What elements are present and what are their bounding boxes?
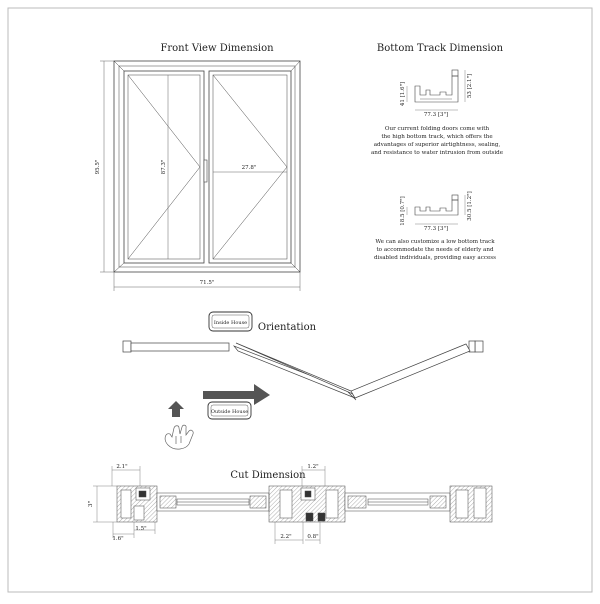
cut-side-left-label: 3"	[88, 500, 94, 508]
front-width-label: 71.5"	[199, 280, 215, 286]
svg-text:to accommodate the needs of el: to accommodate the needs of elderly and	[376, 247, 494, 253]
high-track-note	[371, 126, 504, 156]
svg-text:Our current folding doors come: Our current folding doors come with	[384, 126, 490, 132]
front-height-label: 95.5"	[95, 159, 101, 175]
svg-text:the high bottom track, which o: the high bottom track, which offers the	[381, 134, 493, 140]
direction-arrow-up	[168, 401, 184, 417]
cut-top-left-label: 2.1"	[116, 464, 128, 470]
cut-bottom-mid-b-label: 0.8"	[307, 534, 319, 540]
bottom-track-title: Bottom Track Dimension	[376, 43, 504, 54]
low-track-width: 77.3 [3"]	[423, 226, 449, 232]
low-track-profile	[415, 195, 458, 215]
cut-dimension-title: Cut Dimension	[230, 470, 306, 481]
cut-bottom-left-a-label: 1.6"	[112, 536, 124, 542]
low-track-right-height: 30.5 [1.2"]	[467, 191, 473, 221]
low-track-left-height: 18.5 [0.7"]	[400, 196, 406, 226]
front-view-door	[114, 61, 300, 272]
outside-house-box	[208, 402, 251, 419]
orientation-title: Orientation	[257, 322, 317, 333]
inside-house-box	[209, 312, 252, 331]
door-handle	[204, 160, 207, 182]
inside-house-label: Inside House	[213, 320, 248, 326]
hand-push-icon	[165, 425, 193, 449]
cut-bottom-mid-a-label: 2.2"	[280, 534, 292, 540]
low-track-note	[374, 239, 496, 261]
cut-top-mid-label: 1.2"	[307, 464, 319, 470]
high-track-right-height: 53 [2.1"]	[467, 73, 473, 99]
cut-bottom-left-b-label: 1.5"	[135, 526, 147, 532]
svg-text:We can also customize a low bo: We can also customize a low bottom track	[375, 239, 495, 245]
high-track-width: 77.3 [3"]	[423, 112, 449, 118]
high-track-profile	[415, 70, 458, 102]
svg-text:and resistance to water intrus: and resistance to water intrusion from outside	[370, 150, 504, 156]
svg-text:advantages of superior airtigh: advantages of superior airtightness, sealing,	[373, 142, 501, 148]
outside-house-label: Outside House	[210, 409, 249, 415]
panel-height-label: 87.3"	[161, 159, 167, 175]
folding-panels-plan	[123, 341, 483, 400]
front-view-title: Front View Dimension	[160, 43, 274, 54]
svg-text:disabled individuals, providin: disabled individuals, providing easy access	[373, 255, 497, 261]
high-track-left-height: 41 [1.6"]	[400, 81, 406, 107]
cut-section	[117, 486, 492, 522]
panel-width-label: 27.8"	[241, 165, 257, 171]
